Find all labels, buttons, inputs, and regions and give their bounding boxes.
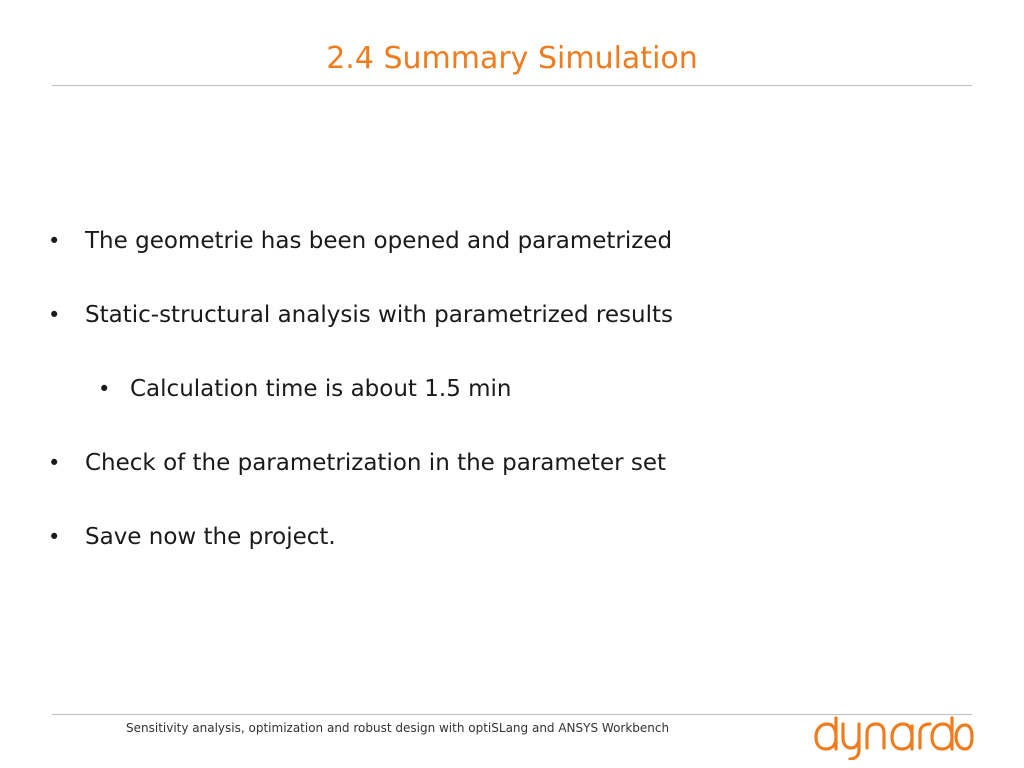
bullet-item <box>46 518 946 556</box>
bullet-item <box>46 444 946 482</box>
bullet-text: The geometrie has been opened and parametrized <box>85 228 673 254</box>
bullet-marker: • <box>48 451 61 475</box>
footer-text: Sensitivity analysis, optimization and robust design with optiSLang and ANSYS Workbench <box>126 721 670 735</box>
bullet-list <box>46 222 946 592</box>
bullet-item <box>46 296 946 334</box>
bullet-text: Save now the project. <box>85 524 336 550</box>
title-divider <box>52 85 972 86</box>
bullet-marker: • <box>48 303 61 327</box>
bullet-text: Check of the parametrization in the parameter set <box>85 450 667 476</box>
bullet-marker: • <box>48 229 61 253</box>
sub-bullet-item <box>46 370 946 408</box>
logo-wordmark: dynardo <box>812 712 817 713</box>
bullet-text: Calculation time is about 1.5 min <box>130 376 512 402</box>
bullet-text: Static-structural analysis with parametrized results <box>85 302 673 328</box>
bullet-marker: • <box>48 525 61 549</box>
slide-title: 2.4 Summary Simulation <box>326 41 698 76</box>
dynardo-logo <box>812 712 974 760</box>
bullet-marker: • <box>98 377 111 401</box>
bullet-item <box>46 222 946 260</box>
